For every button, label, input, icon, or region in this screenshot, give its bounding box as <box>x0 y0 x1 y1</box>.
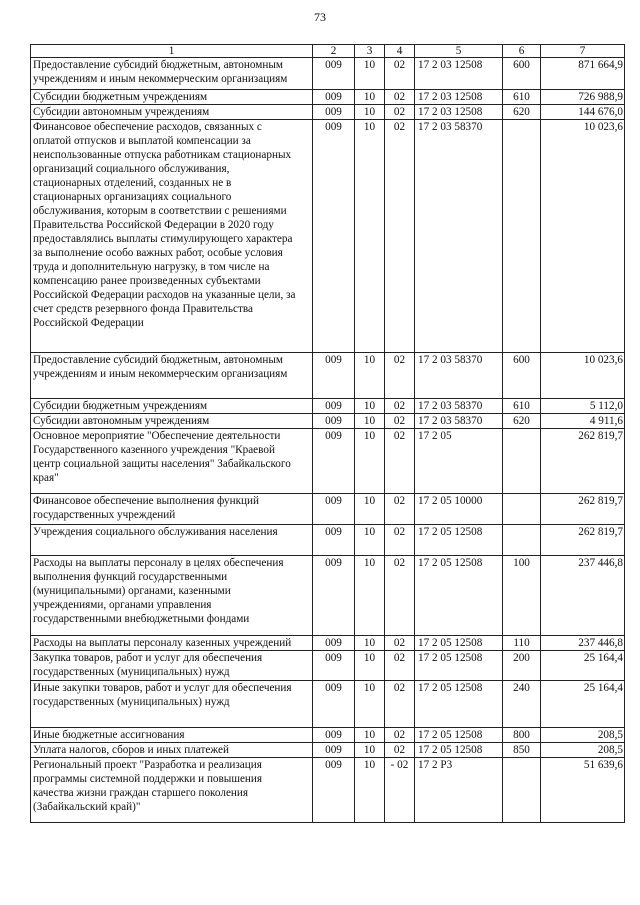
ministry-code-cell: 009 <box>313 728 355 743</box>
target-article-cell: 17 2 03 58370 <box>415 399 503 414</box>
subsection-code-cell: - 02 <box>385 758 415 823</box>
target-article-cell: 17 2 05 10000 <box>415 494 503 525</box>
table-row <box>31 758 625 823</box>
ministry-code-cell: 009 <box>313 353 355 399</box>
header-cell-6: 6 <box>503 45 541 58</box>
row-name-line: Финансовое обеспечение расходов, связанных с <box>33 121 262 133</box>
row-name-cell <box>31 556 313 636</box>
subsection-code-cell: 02 <box>385 636 415 651</box>
expense-type-cell: 200 <box>503 651 541 681</box>
row-name-cell <box>31 494 313 525</box>
amount-cell: 144 676,0 <box>541 105 625 120</box>
table-row <box>31 525 625 556</box>
row-name-line: Правительства Российской Федерации в 2020 году <box>33 219 274 231</box>
subsection-code-cell: 02 <box>385 494 415 525</box>
subsection-code-cell: 02 <box>385 90 415 105</box>
row-name-cell <box>31 429 313 494</box>
ministry-code-cell: 009 <box>313 556 355 636</box>
amount-cell: 262 819,7 <box>541 494 625 525</box>
ministry-code-cell: 009 <box>313 399 355 414</box>
row-name-line: Субсидии бюджетным учреждениям <box>33 400 208 412</box>
row-name-line: государственных (муниципальных) нужд <box>33 666 230 678</box>
target-article-cell: 17 2 05 12508 <box>415 651 503 681</box>
expense-type-cell: 610 <box>503 90 541 105</box>
row-name-line: счет средств резервного фонда Правительства <box>33 303 253 315</box>
expense-type-cell: 240 <box>503 681 541 728</box>
target-article-cell: 17 2 05 12508 <box>415 525 503 556</box>
table-row <box>31 681 625 728</box>
row-name-cell <box>31 58 313 90</box>
row-name-line: Субсидии бюджетным учреждениям <box>33 91 208 103</box>
row-name-cell <box>31 681 313 728</box>
amount-cell: 10 023,6 <box>541 353 625 399</box>
row-name-line: за выполнение особо важных работ, особые условия <box>33 247 283 259</box>
row-name-cell <box>31 728 313 743</box>
subsection-code-cell: 02 <box>385 399 415 414</box>
subsection-code-cell: 02 <box>385 525 415 556</box>
row-name-line: края" <box>33 472 59 484</box>
amount-cell: 237 446,8 <box>541 636 625 651</box>
section-code-cell: 10 <box>355 525 385 556</box>
row-name-line: учреждениями, органами управления <box>33 599 212 611</box>
table-row <box>31 414 625 429</box>
amount-cell: 262 819,7 <box>541 429 625 494</box>
row-name-line: государственных (муниципальных) нужд <box>33 696 230 708</box>
table-row <box>31 399 625 414</box>
row-name-cell <box>31 758 313 823</box>
amount-cell: 10 023,6 <box>541 120 625 353</box>
ministry-code-cell: 009 <box>313 120 355 353</box>
amount-cell: 51 639,6 <box>541 758 625 823</box>
row-name-line: предоставлялись выплаты стимулирующего характера <box>33 233 293 245</box>
row-name-line: государственных учреждений <box>33 509 176 521</box>
row-name-line: обслуживания, которым в соответствии с решениями <box>33 205 287 217</box>
subsection-code-cell: 02 <box>385 429 415 494</box>
table-row <box>31 556 625 636</box>
row-name-line: учреждениям и иным некоммерческим организациям <box>33 73 288 85</box>
row-name-cell <box>31 743 313 758</box>
section-code-cell: 10 <box>355 651 385 681</box>
row-name-cell <box>31 120 313 353</box>
target-article-cell: 17 2 03 12508 <box>415 90 503 105</box>
row-name-line: программы системной поддержки и повышения <box>33 773 263 785</box>
table-row <box>31 353 625 399</box>
subsection-code-cell: 02 <box>385 728 415 743</box>
row-name-line: Российской Федерации <box>33 317 144 329</box>
subsection-code-cell: 02 <box>385 556 415 636</box>
budget-table <box>30 44 625 823</box>
target-article-cell: 17 2 05 12508 <box>415 556 503 636</box>
amount-cell: 25 164,4 <box>541 651 625 681</box>
target-article-cell: 17 2 05 <box>415 429 503 494</box>
amount-cell: 208,5 <box>541 728 625 743</box>
section-code-cell: 10 <box>355 758 385 823</box>
expense-type-cell: 800 <box>503 728 541 743</box>
row-name-line: учреждениям и иным некоммерческим организациям <box>33 368 288 380</box>
row-name-line: государственными внебюджетными фондами <box>33 613 250 625</box>
row-name-line: (Забайкальский край)" <box>33 801 141 813</box>
table-row <box>31 636 625 651</box>
subsection-code-cell: 02 <box>385 58 415 90</box>
target-article-cell: 17 2 03 58370 <box>415 414 503 429</box>
expense-type-cell <box>503 429 541 494</box>
section-code-cell: 10 <box>355 636 385 651</box>
row-name-line: Региональный проект "Разработка и реализация <box>33 759 262 771</box>
row-name-line: Расходы на выплаты персоналу казенных учреждений <box>33 637 292 649</box>
ministry-code-cell: 009 <box>313 651 355 681</box>
row-name-line: труда и дополнительную нагрузку, в том числе на <box>33 261 270 273</box>
row-name-line: выполнения функций государственными <box>33 571 228 583</box>
ministry-code-cell: 009 <box>313 429 355 494</box>
subsection-code-cell: 02 <box>385 681 415 728</box>
row-name-line: оплатой отпусков и выплатой компенсации за <box>33 135 251 147</box>
target-article-cell: 17 2 03 58370 <box>415 120 503 353</box>
target-article-cell: 17 2 03 12508 <box>415 105 503 120</box>
amount-cell: 25 164,4 <box>541 681 625 728</box>
expense-type-cell <box>503 758 541 823</box>
section-code-cell: 10 <box>355 743 385 758</box>
section-code-cell: 10 <box>355 90 385 105</box>
table-row <box>31 90 625 105</box>
row-name-cell <box>31 651 313 681</box>
row-name-line: Иные закупки товаров, работ и услуг для обеспечения <box>33 682 292 694</box>
ministry-code-cell: 009 <box>313 743 355 758</box>
header-cell-7: 7 <box>541 45 625 58</box>
subsection-code-cell: 02 <box>385 120 415 353</box>
table-row <box>31 429 625 494</box>
row-name-line: Учреждения социального обслуживания населения <box>33 526 278 538</box>
row-name-cell <box>31 636 313 651</box>
row-name-line: организаций социального обслуживания, <box>33 163 230 175</box>
target-article-cell: 17 2 05 12508 <box>415 681 503 728</box>
row-name-line: неиспользованные отпуска работникам стационарных <box>33 149 292 161</box>
ministry-code-cell: 009 <box>313 525 355 556</box>
row-name-line: Предоставление субсидий бюджетным, автономным <box>33 59 283 71</box>
ministry-code-cell: 009 <box>313 681 355 728</box>
row-name-line: Основное мероприятие "Обеспечение деятельности <box>33 430 281 442</box>
expense-type-cell: 600 <box>503 353 541 399</box>
expense-type-cell: 610 <box>503 399 541 414</box>
target-article-cell: 17 2 03 12508 <box>415 58 503 90</box>
ministry-code-cell: 009 <box>313 636 355 651</box>
ministry-code-cell: 009 <box>313 414 355 429</box>
section-code-cell: 10 <box>355 58 385 90</box>
row-name-line: качества жизни граждан старшего поколения <box>33 787 249 799</box>
ministry-code-cell: 009 <box>313 105 355 120</box>
table-row <box>31 743 625 758</box>
row-name-line: Субсидии автономным учреждениям <box>33 415 210 427</box>
table-row <box>31 728 625 743</box>
target-article-cell: 17 2 03 58370 <box>415 353 503 399</box>
row-name-cell <box>31 414 313 429</box>
header-cell-4: 4 <box>385 45 415 58</box>
ministry-code-cell: 009 <box>313 494 355 525</box>
target-article-cell: 17 2 05 12508 <box>415 743 503 758</box>
amount-cell: 208,5 <box>541 743 625 758</box>
target-article-cell: 17 2 05 12508 <box>415 636 503 651</box>
section-code-cell: 10 <box>355 120 385 353</box>
row-name-line: Субсидии автономным учреждениям <box>33 106 210 118</box>
expense-type-cell: 100 <box>503 556 541 636</box>
amount-cell: 262 819,7 <box>541 525 625 556</box>
ministry-code-cell: 009 <box>313 758 355 823</box>
row-name-line: Предоставление субсидий бюджетным, автономным <box>33 354 283 366</box>
amount-cell: 237 446,8 <box>541 556 625 636</box>
amount-cell: 5 112,0 <box>541 399 625 414</box>
subsection-code-cell: 02 <box>385 743 415 758</box>
row-name-line: Расходы на выплаты персоналу в целях обеспечения <box>33 557 284 569</box>
row-name-line: Финансовое обеспечение выполнения функций <box>33 495 260 507</box>
section-code-cell: 10 <box>355 353 385 399</box>
row-name-cell <box>31 525 313 556</box>
table-row <box>31 651 625 681</box>
header-cell-2: 2 <box>313 45 355 58</box>
row-name-line: стационарных организациях социального <box>33 191 232 203</box>
expense-type-cell <box>503 494 541 525</box>
section-code-cell: 10 <box>355 414 385 429</box>
section-code-cell: 10 <box>355 556 385 636</box>
ministry-code-cell: 009 <box>313 58 355 90</box>
row-name-line: Закупка товаров, работ и услуг для обеспечения <box>33 652 263 664</box>
expense-type-cell <box>503 525 541 556</box>
header-row <box>31 45 625 58</box>
table-row <box>31 120 625 353</box>
section-code-cell: 10 <box>355 399 385 414</box>
subsection-code-cell: 02 <box>385 105 415 120</box>
page-number: 73 <box>314 10 326 24</box>
header-cell-3: 3 <box>355 45 385 58</box>
expense-type-cell: 620 <box>503 414 541 429</box>
ministry-code-cell: 009 <box>313 90 355 105</box>
amount-cell: 4 911,6 <box>541 414 625 429</box>
row-name-line: стационарных отделений, созданных не в <box>33 177 232 189</box>
header-cell-1: 1 <box>31 45 313 58</box>
row-name-line: Государственного казенного учреждения "Краевой <box>33 444 275 456</box>
header-cell-5: 5 <box>415 45 503 58</box>
row-name-line: центр социальной защиты населения" Забайкальского <box>33 458 291 470</box>
row-name-line: компенсацию ранее произведенных субъектами <box>33 275 261 287</box>
row-name-line: Уплата налогов, сборов и иных платежей <box>33 744 229 756</box>
section-code-cell: 10 <box>355 105 385 120</box>
section-code-cell: 10 <box>355 429 385 494</box>
amount-cell: 871 664,9 <box>541 58 625 90</box>
table-row <box>31 105 625 120</box>
section-code-cell: 10 <box>355 494 385 525</box>
row-name-cell <box>31 105 313 120</box>
table-body <box>31 58 625 823</box>
subsection-code-cell: 02 <box>385 353 415 399</box>
subsection-code-cell: 02 <box>385 414 415 429</box>
expense-type-cell: 600 <box>503 58 541 90</box>
expense-type-cell: 110 <box>503 636 541 651</box>
row-name-cell <box>31 90 313 105</box>
row-name-line: (муниципальными) органами, казенными <box>33 585 231 597</box>
expense-type-cell <box>503 120 541 353</box>
target-article-cell: 17 2 P3 <box>415 758 503 823</box>
row-name-line: Российской Федерации расходов на указанные цели, за <box>33 289 296 301</box>
amount-cell: 726 988,9 <box>541 90 625 105</box>
expense-type-cell: 620 <box>503 105 541 120</box>
row-name-cell <box>31 399 313 414</box>
section-code-cell: 10 <box>355 728 385 743</box>
target-article-cell: 17 2 05 12508 <box>415 728 503 743</box>
section-code-cell: 10 <box>355 681 385 728</box>
expense-type-cell: 850 <box>503 743 541 758</box>
subsection-code-cell: 02 <box>385 651 415 681</box>
row-name-line: Иные бюджетные ассигнования <box>33 729 185 741</box>
table-row <box>31 494 625 525</box>
row-name-cell <box>31 353 313 399</box>
table-row <box>31 58 625 90</box>
